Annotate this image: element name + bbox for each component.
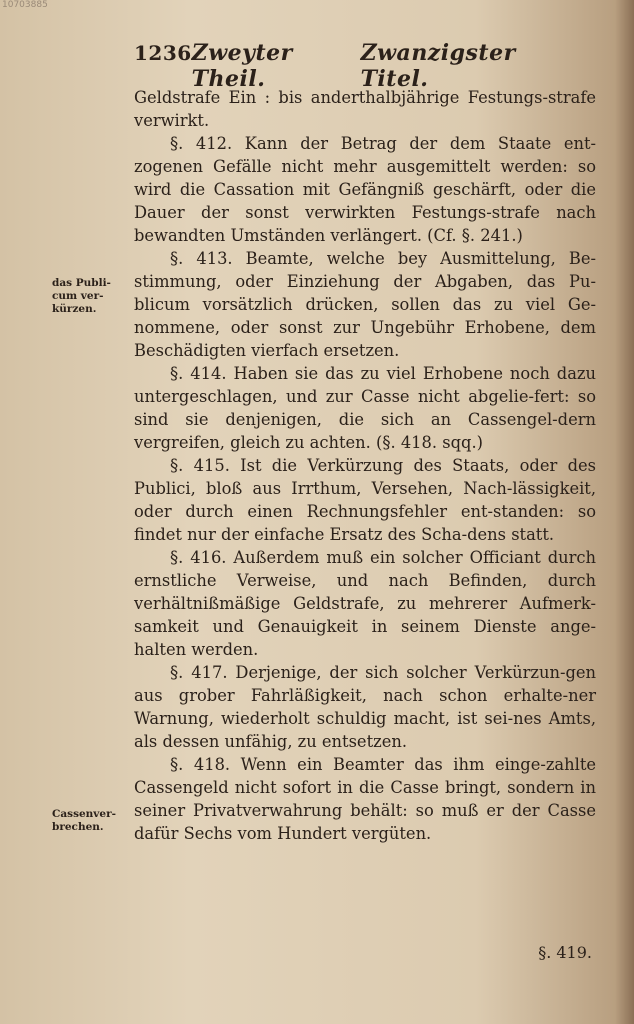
margin-note-cassen: Cassenver-brechen.: [52, 808, 116, 833]
header-title: Zwanzigster Titel.: [360, 40, 516, 92]
paragraph-414: §. 414. Haben sie das zu viel Erhobene noch dazu untergeschlagen, und zur Casse nicht abgelie-fert: so sind sie denjenigen, die sich an Cassengel-dern vergreifen, gleich zu achten. (§. 418. sqq.): [134, 364, 596, 452]
margin-note-publicum: das Publi-cum ver-kürzen.: [52, 277, 111, 315]
catchword: §. 419.: [538, 943, 592, 962]
paragraph-418: §. 418. Wenn ein Beamter das ihm einge-zahlte Cassengeld nicht sofort in die Casse bringt, sondern in seiner Privatverwahrung behält: so muß er der Casse dafür Sechs vom Hundert vergüten.: [134, 755, 596, 843]
catalog-id: 10703885: [2, 0, 48, 10]
paragraph-416: §. 416. Außerdem muß ein solcher Officiant durch ernstliche Verweise, und nach Befinden, durch verhältnißmäßige Geldstrafe, zu mehrerer Aufmerk-samkeit und Genauigkeit in seinem Dienste ange-halten werden.: [134, 548, 596, 659]
page-number: 1236: [134, 41, 192, 65]
paragraph-413: §. 413. Beamte, welche bey Ausmittelung, Be-stimmung, oder Einziehung der Abgaben, das Pu-blicum vorsätzlich drücken, sollen das zu viel Ge-nommene, oder sonst zur Ungebühr Erhobene, dem Beschädigten vierfach ersetzen.: [134, 249, 596, 360]
paragraph-412: §. 412. Kann der Betrag der dem Staate ent-zogenen Gefälle nicht mehr ausgemittelt werden: so wird die Cassation mit Gefängniß geschärft, oder die Dauer der sonst verwirkten Festungs-strafe nach bewandten Umständen verlängert. (Cf. §. 241.): [134, 134, 596, 245]
paragraph-415: §. 415. Ist die Verkürzung des Staats, oder des Publici, bloß aus Irrthum, Versehen, Nach-lässigkeit, oder durch einen Rechnungsfehler ent-standen: so findet nur der einfache Ersatz des Scha-dens statt.: [134, 456, 596, 544]
body-text: [134, 86, 596, 845]
running-header: [134, 40, 574, 92]
paragraph-417: §. 417. Derjenige, der sich solcher Verkürzun-gen aus grober Fahrläßigkeit, nach schon erhalte-ner Warnung, wiederholt schuldig macht, ist sei-nes Amts, als dessen unfähig, zu entsetzen.: [134, 663, 596, 751]
header-part: Zweyter Theil.: [191, 40, 293, 92]
paragraph-continuation: Geldstrafe Ein : bis anderthalbjährige Festungs-strafe verwirkt.: [134, 88, 596, 130]
